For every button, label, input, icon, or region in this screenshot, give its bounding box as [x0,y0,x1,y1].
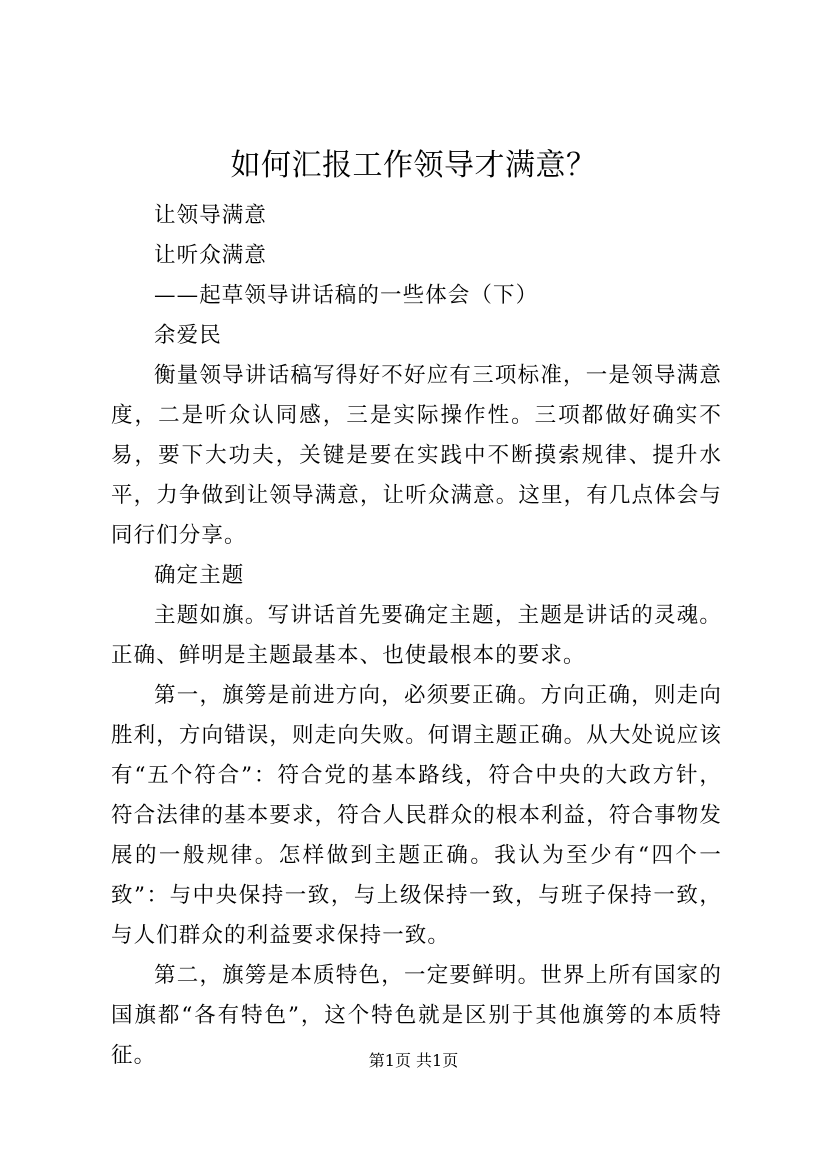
subtitle-line-3: ——起草领导讲话稿的一些体会（下） [154,283,539,308]
paragraph-point-2: 第二，旗篣是本质特色，一定要鲜明。世界上所有国家的国旗都“各有特色”，这个特色就是区别于其他旗篣的本质特征。 [111,963,722,1068]
paragraph-theme: 主题如旗。写讲话首先要确定主题，主题是讲话的灵魂。正确、鲜明是主题最基本、也使最根本的要求。 [111,603,722,668]
document-title: 如何汇报工作领导才满意？ [230,148,597,183]
subtitle-line-2: 让听众满意 [154,243,268,268]
document-body [111,196,722,1076]
subtitle-line-1: 让领导满意 [154,203,268,228]
section-heading: 确定主题 [154,563,245,588]
author-name: 余爱民 [154,323,222,348]
paragraph-point-1: 第一，旗篣是前进方向，必须要正确。方向正确，则走向胜利，方向错误，则走向失败。何谓主题正确。从大处说应该有“五个符合”：符合党的基本路线，符合中央的大政方针，符合法律的基本要求，符合人民群众的根本利益，符合事物发展的一般规律。怎样做到主题正确。我认为至少有“四个一致”：与中央保持一致，与上级保持一致，与班子保持一致，与人们群众的利益要求保持一致。 [111,683,722,948]
paragraph-intro: 衡量领导讲话稿写得好不好应有三项标准，一是领导满意度，二是听众认同感，三是实际操作性。三项都做好确实不易，要下大功夫，关键是要在实践中不断摸索规律、提升水平，力争做到让领导满意，让听众满意。这里，有几点体会与同行们分享。 [111,363,722,548]
page-footer: 第1页 共1页 [368,1051,459,1070]
